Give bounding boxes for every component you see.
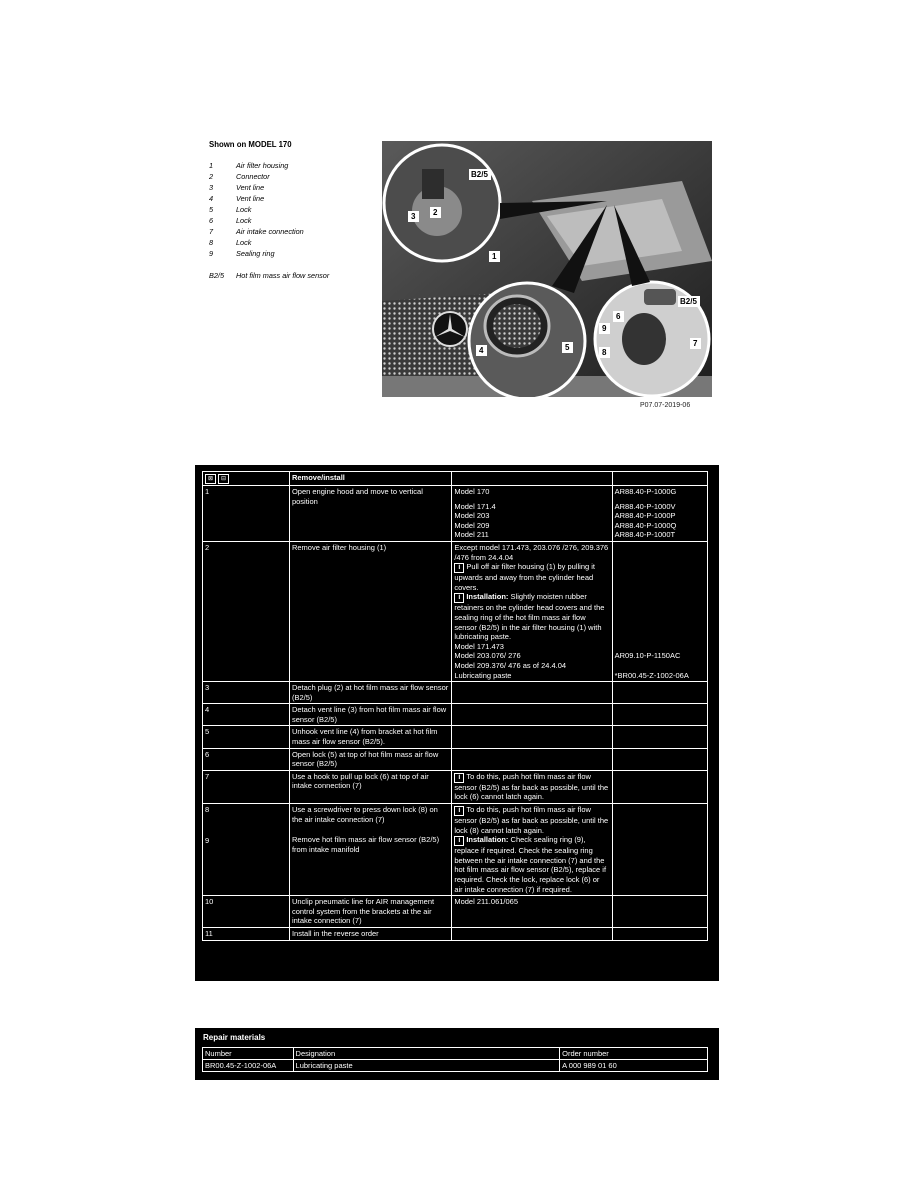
reference-link[interactable]: AR88.40-P-1000G: [614, 487, 677, 496]
step-text: Use a hook to pull up lock (6) at top of air intake connection (7): [289, 770, 451, 803]
legend-label: Hot film mass air flow sensor: [236, 271, 330, 280]
reference-link[interactable]: AR88.40-P-1000P: [614, 511, 676, 521]
step-number: 11: [203, 927, 290, 940]
legend-label: Lock: [236, 216, 252, 225]
callout-1: [489, 251, 500, 262]
column-header-order: Order number: [560, 1048, 708, 1060]
table-row: [203, 1060, 708, 1072]
table-row: [203, 726, 708, 748]
material-label: Lubricating paste: [454, 670, 512, 680]
reference-cell: [612, 541, 707, 681]
callout-text: B2/5: [471, 170, 488, 179]
callout-8: [599, 347, 610, 358]
step-number: 9: [205, 835, 210, 845]
reference-link[interactable]: *BR00.45-Z-1002-06A: [614, 670, 689, 680]
table-row: [203, 896, 708, 928]
model-label: Model 203.076/ 276: [454, 651, 521, 661]
callout-6: [613, 311, 624, 322]
legend-label: Vent line: [236, 194, 265, 203]
legend-label: Connector: [236, 172, 270, 181]
model-label: Model 211.061/065: [452, 896, 612, 928]
info-note: [454, 562, 609, 592]
model-cell: [452, 486, 612, 542]
table-row: [203, 486, 708, 542]
legend-item: [209, 171, 379, 182]
legend-number: 3: [209, 183, 214, 192]
reference-link[interactable]: AR88.40-P-1000Q: [614, 520, 677, 530]
note-cell: [452, 804, 612, 896]
figure-caption: P07.07-2019-06: [640, 402, 691, 409]
info-note: [454, 835, 609, 894]
repair-materials-table: [202, 1047, 708, 1072]
legend-number: 1: [209, 161, 214, 170]
callout-b2-5-top: [469, 169, 491, 180]
legend-item: [209, 215, 379, 226]
info-note: [454, 592, 609, 641]
table-row: [203, 770, 708, 803]
figure-legend: [209, 139, 379, 281]
table-row: [203, 927, 708, 940]
model-label: Model 171.473: [454, 641, 504, 651]
model-label: Model 211: [454, 530, 489, 540]
info-icon: i: [454, 836, 464, 846]
callout-b2-5-right: [678, 296, 700, 307]
legend-number: 2: [209, 172, 214, 181]
note-text: Slightly moisten rubber retainers on the cylinder head covers and the sealing ring of the hot film mass air flow sensor (B2/5) in the air filter housing (1) with lubricating paste.: [454, 592, 605, 642]
note-text: Check sealing ring (9), replace if required. Check the sealing ring between the air intake connection (7) and the hot film mass air flow sensor (B2/5), replace if required. Check the lock, replace lock (6) or air intake connection (7) if required.: [454, 835, 607, 894]
step-text: Unhook vent line (4) from bracket at hot film mass air flow sensor (B2/5).: [289, 726, 451, 748]
legend-item: [209, 193, 379, 204]
step-number: 1: [203, 486, 290, 542]
callout-9: [599, 323, 610, 334]
legend-number: 7: [209, 227, 214, 236]
callout-text: 6: [616, 312, 621, 321]
info-icon: i: [454, 806, 464, 816]
info-note: [452, 770, 612, 803]
callout-2: [430, 207, 441, 218]
legend-item-sensor: [209, 270, 379, 281]
note-text: Pull off air filter housing (1) by pulling it upwards and away from the cylinder head covers.: [454, 562, 596, 592]
legend-item: [209, 160, 379, 171]
reference-link[interactable]: AR88.40-P-1000V: [614, 501, 676, 511]
info-icon: i: [454, 593, 464, 603]
callout-text: 8: [602, 348, 607, 357]
step-text: Open engine hood and move to vertical position: [289, 486, 451, 542]
step-number: 2: [203, 541, 290, 681]
table-row: [203, 704, 708, 726]
legend-label: Air intake connection: [236, 227, 304, 236]
step-number: 6: [203, 748, 290, 770]
legend-number: 8: [209, 238, 214, 247]
step-text: Detach plug (2) at hot film mass air flow sensor (B2/5): [289, 682, 451, 704]
callout-7: [690, 338, 701, 349]
model-exception: Except model 171.473, 203.076 /276, 209.376 /476 from 24.4.04: [454, 542, 609, 562]
material-designation: Lubricating paste: [293, 1060, 560, 1072]
model-label: Model 170: [454, 487, 490, 496]
step-text: Detach vent line (3) from hot film mass air flow sensor (B2/5): [289, 704, 451, 726]
callout-text: 4: [479, 346, 484, 355]
model-label: Model 203: [454, 511, 490, 521]
table-header-row: [203, 472, 708, 486]
repair-materials-title: Repair materials: [203, 1033, 266, 1042]
step-text: Remove hot film mass air flow sensor (B2/5) from intake manifold: [291, 835, 440, 854]
step-text: Use a screwdriver to press down lock (8) on the air intake connection (7): [291, 805, 438, 824]
legend-item: [209, 204, 379, 215]
repair-materials-panel: [195, 1028, 719, 1080]
table-row: [203, 748, 708, 770]
callout-4: [476, 345, 487, 356]
material-number-link[interactable]: BR00.45-Z-1002-06A: [203, 1060, 294, 1072]
table-row: [203, 541, 708, 681]
legend-item: [209, 248, 379, 259]
step-number: 5: [203, 726, 290, 748]
legend-label: Vent line: [236, 183, 265, 192]
legend-item: [209, 226, 379, 237]
column-header-number: Number: [203, 1048, 294, 1060]
model-label: Model 171.4: [454, 501, 496, 511]
step-number: 8: [205, 805, 210, 815]
table-row: [203, 804, 708, 896]
legend-number: 6: [209, 216, 214, 225]
callout-text: 7: [693, 339, 698, 348]
legend-number: 9: [209, 249, 214, 258]
model-cell: [452, 541, 612, 681]
header-title: Remove/install: [289, 472, 451, 486]
procedure-table-panel: [195, 465, 719, 981]
materials-header-row: [203, 1048, 708, 1060]
note-text: To do this, push hot film mass air flow sensor (B2/5) as far back as possible, until the lock (8) cannot latch again.: [454, 805, 609, 835]
legend-number: 5: [209, 205, 214, 214]
installation-label: Installation:: [466, 592, 509, 602]
step-text: Open lock (5) at top of hot film mass air flow sensor (B2/5): [289, 748, 451, 770]
callout-text: B2/5: [680, 297, 697, 306]
note-text: To do this, push hot film mass air flow sensor (B2/5) as far back as possible, until the lock (6) cannot latch again.: [454, 771, 609, 802]
step-number: 7: [203, 770, 290, 803]
step-text-cell: [289, 804, 451, 896]
callout-text: 5: [565, 343, 570, 352]
legend-item: [209, 182, 379, 193]
engine-illustration: [382, 141, 712, 397]
remove-icon: ⊠: [205, 474, 216, 484]
step-text: Remove air filter housing (1): [289, 541, 451, 681]
column-header-designation: Designation: [293, 1048, 560, 1060]
installation-label: Installation:: [466, 835, 509, 845]
reference-link[interactable]: AR09.10-P-1150AC: [614, 650, 681, 660]
callout-5: [562, 342, 573, 353]
callout-text: 9: [602, 324, 607, 333]
table-row: [203, 682, 708, 704]
step-text: Unclip pneumatic line for AIR management control system from the brackets at the air intake connection (7): [289, 896, 451, 928]
legend-label: Lock: [236, 238, 252, 247]
legend-number: B2/5: [209, 271, 225, 280]
model-label: Model 209.376/ 476 as of 24.4.04: [454, 660, 567, 670]
procedure-table: [202, 471, 708, 941]
callout-3: [408, 211, 419, 222]
material-order-number: A 000 989 01 60: [560, 1060, 708, 1072]
legend-label: Sealing ring: [236, 249, 275, 258]
info-note: [454, 805, 609, 835]
step-number: 10: [203, 896, 290, 928]
info-icon: i: [454, 773, 464, 783]
legend-number: 4: [209, 194, 214, 203]
callout-text: 1: [492, 252, 497, 261]
step-number: 4: [203, 704, 290, 726]
legend-title: Shown on MODEL 170: [209, 140, 292, 149]
model-label: Model 209: [454, 520, 490, 530]
callout-text: 3: [411, 212, 416, 221]
legend-item: [209, 237, 379, 248]
callout-text: 2: [433, 208, 438, 217]
legend-label: Air filter housing: [236, 161, 289, 170]
step-text: Install in the reverse order: [289, 927, 451, 940]
info-icon: i: [454, 563, 464, 573]
engine-bay-photo: [382, 141, 712, 397]
reference-link[interactable]: AR88.40-P-1000T: [614, 530, 676, 540]
header-icons: [203, 472, 290, 486]
reference-cell: [612, 486, 707, 542]
step-number-cell: [203, 804, 290, 896]
step-number: 3: [203, 682, 290, 704]
legend-label: Lock: [236, 205, 252, 214]
install-icon: ⊟: [218, 474, 229, 484]
